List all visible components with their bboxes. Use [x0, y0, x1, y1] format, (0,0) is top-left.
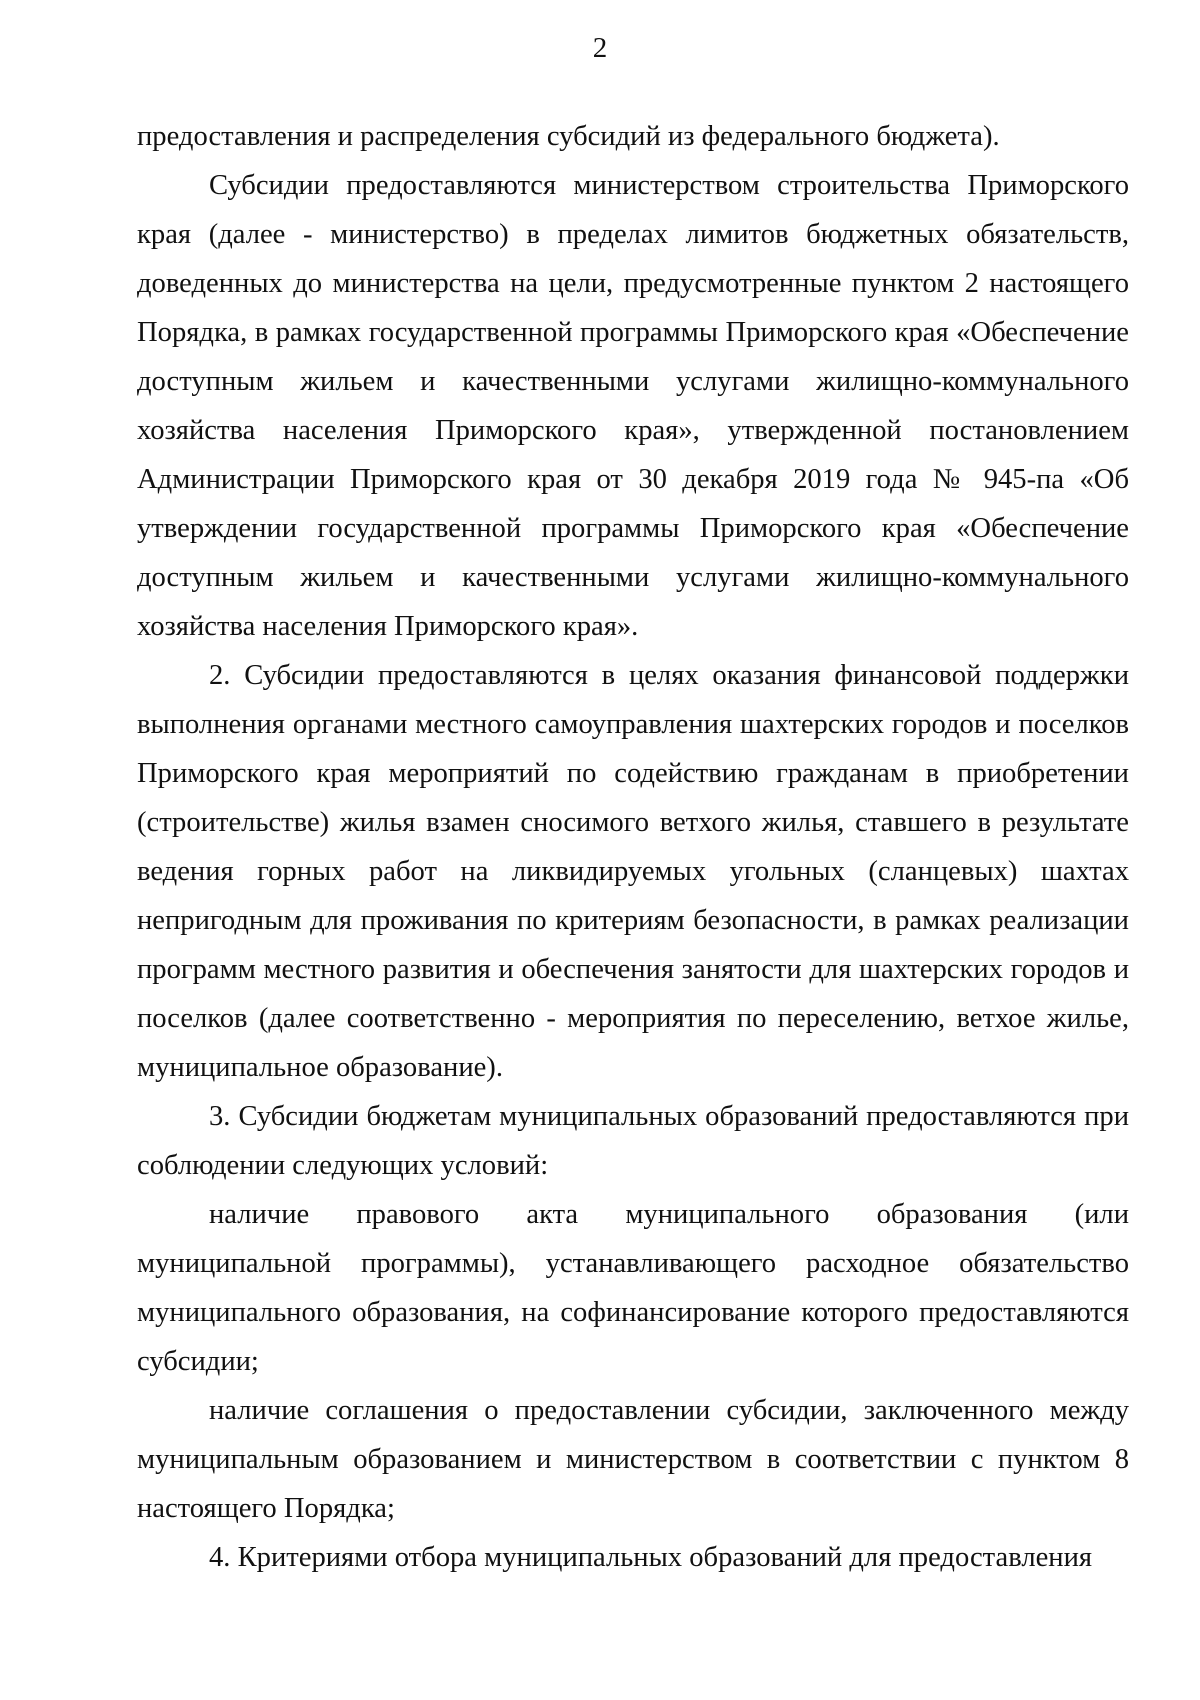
paragraph-item-4: 4. Критериями отбора муниципальных образований для предоставления [209, 1542, 1093, 1573]
paragraph-condition-agreement: наличие соглашения о предоставлении субсидии, заключенного между муниципальным образованием и министерством в соответствии с пунктом 8 настоящего Порядка; [137, 1395, 1129, 1524]
document-body [137, 112, 1129, 1582]
paragraph-condition-legal-act: наличие правового акта муниципального образования (или муниципальной программы), устанавливающего расходное обязательство муниципального образования, на софинансирование которого предоставляются субсидии; [137, 1199, 1129, 1377]
paragraph-item-2: 2. Субсидии предоставляются в целях оказания финансовой поддержки выполнения органами местного самоуправления шахтерских городов и поселков Приморского края мероприятий по содействию гражданам в приобретении (строительстве) жилья взамен сносимого ветхого жилья, ставшего в результате ведения горных работ на ликвидируемых угольных (сланцевых) шахтах непригодным для проживания по критериям безопасности, в рамках реализации программ местного развития и обеспечения занятости для шахтерских городов и поселков (далее соответственно - мероприятия по переселению, ветхое жилье, муниципальное образование). [137, 660, 1129, 1083]
paragraph-subsidies-provider: Субсидии предоставляются министерством строительства Приморского края (далее - министерство) в пределах лимитов бюджетных обязательств, доведенных до министерства на цели, предусмотренные пунктом 2 настоящего Порядка, в рамках государственной программы Приморского края «Обеспечение доступным жильем и качественными услугами жилищно-коммунального хозяйства населения Приморского края», утвержденной постановлением Администрации Приморского края от 30 декабря 2019 года № 945-па «Об утверждении государственной программы Приморского края «Обеспечение доступным жильем и качественными услугами жилищно-коммунального хозяйства населения Приморского края». [137, 170, 1129, 642]
paragraph-item-3: 3. Субсидии бюджетам муниципальных образований предоставляются при соблюдении следующих условий: [137, 1101, 1129, 1181]
paragraph-continuation: предоставления и распределения субсидий из федерального бюджета). [137, 121, 1000, 152]
page-number: 2 [592, 32, 608, 64]
